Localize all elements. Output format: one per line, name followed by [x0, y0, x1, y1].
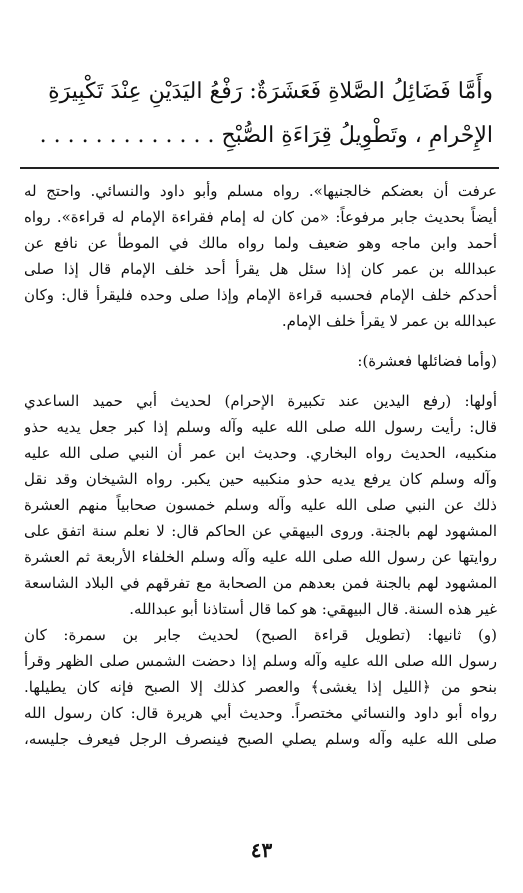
commentary-line: أولها: (رفع اليدين عند تكبيرة الإحرام) لحديث أبي حميد الساعدي: [24, 392, 497, 410]
commentary-line: رسول الله صلى الله عليه وآله وسلم إذا دحضت الشمس صلى الظهر وقرأ: [24, 652, 497, 670]
commentary-line: عرفت أن بعضكم خالجنيها». رواه مسلم وأبو داود والنسائي. واحتج له: [24, 182, 497, 200]
commentary-line: أيضاً بحديث جابر مرفوعاً: «من كان له إمام فقراءة الإمام له قراءة». رواه: [24, 208, 497, 226]
commentary: [24, 178, 497, 752]
commentary-line: أحمد وابن ماجه وهو ضعيف ولما رواه مالك في الموطأ عن نافع عن: [24, 234, 497, 252]
commentary-line: صلى الله عليه وآله وسلم يصلي الصبح فينصرف الرجل فيعرف جليسه،: [24, 730, 497, 748]
commentary-line: بنحو من ﴿الليل إذا يغشى﴾ والعصر كذلك إلا الصبح فإنه كان يطيلها.: [24, 678, 497, 696]
commentary-line: قال: رأيت رسول الله صلى الله عليه وآله وسلم إذا كبر جعل يديه حذو: [24, 418, 497, 436]
commentary-line: منكبيه، الحديث رواه البخاري. وحديث ابن عمر أن النبي صلى الله عليه: [24, 444, 497, 462]
commentary-line: المشهود لهم بالجنة فمن بعدهم من الصحابة مع تفرقهم في البلاد الشاسعة: [24, 574, 497, 592]
commentary-line: وآله وسلم كان يرفع يديه حذو منكبيه حين يكبر. رواه الشيخان وقد نقل: [24, 470, 497, 488]
commentary-line: ذلك عن النبي صلى الله عليه وآله وسلم خمسون صحابياً منهم العشرة: [24, 496, 497, 514]
commentary-line: المشهود لهم بالجنة. وروى البيهقي عن الحاكم قال: لا نعلم سنة اتفق على: [24, 522, 497, 540]
commentary-line: غير هذه السنة. قال البيهقي: هو كما قال أستاذنا أبو عبدالله.: [129, 600, 497, 618]
separator-rule: [20, 167, 499, 169]
commentary-line: (و) ثانيها: (تطويل قراءة الصبح) لحديث جابر بن سمرة: كان: [24, 626, 497, 644]
main-text-line: وأَمَّا فَضَائِلُ الصَّلاةِ فَعَشَرَةٌ: رَفْعُ اليَدَيْنِ عِنْدَ تَكْبِيرَةِ: [48, 79, 493, 104]
main-text-line: الإِحْرامِ ، وتَطْوِيلُ قِرَاءَةِ الصُّبْحِ . . . . . . . . . . . . .: [39, 123, 493, 148]
commentary-line: عبدالله بن عمر لا يقرأ خلف الإمام.: [281, 312, 497, 330]
commentary-line: رواه أبو داود والنسائي مختصراً. وحديث أبي هريرة قال: كان رسول الله: [24, 704, 497, 722]
paragraph-gap: [24, 374, 497, 388]
commentary-line: روايتها عن رسول الله صلى الله عليه وآله وسلم الخلفاء الأربعة ثم العشرة: [24, 548, 497, 566]
section-heading: (وأما فضائلها فعشرة):: [357, 352, 497, 370]
paragraph-gap: [24, 334, 497, 348]
commentary-line: أحدكم خلف الإمام فحسبه قراءة الإمام وإذا صلى وحده فليقرأ قال: وكان: [24, 286, 497, 304]
page-number: ٤٣: [250, 838, 273, 862]
commentary-line: عبدالله بن عمر كان إذا سئل هل يقرأ أحد خلف الإمام قال إذا صلى: [24, 260, 497, 278]
main-text: [30, 70, 493, 158]
